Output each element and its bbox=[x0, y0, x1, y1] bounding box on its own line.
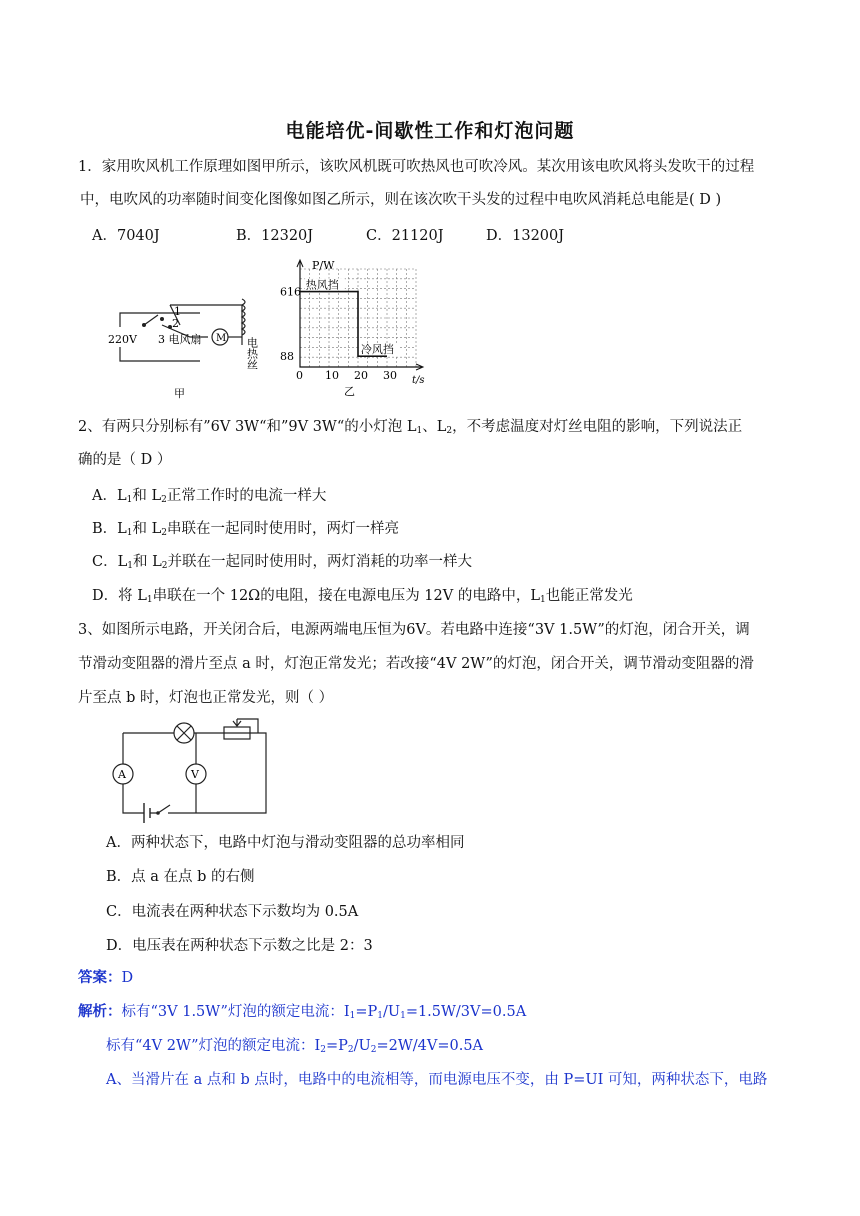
y-tick-label: 616 bbox=[280, 285, 301, 299]
annotation-cold-air: 冷风挡 bbox=[360, 343, 394, 357]
x-tick-label: 10 bbox=[325, 369, 339, 382]
motor-label: M bbox=[216, 333, 227, 344]
q1-text-line-1: 1．家用吹风机工作原理如图甲所示，该吹风机既可吹热风也可吹冷风。某次用该电吹风将头发吹干的过程 bbox=[78, 159, 755, 175]
switch-symbol bbox=[150, 805, 170, 813]
q3-text-line-3: 片至点 b 时，灯泡也正常发光，则（ ） bbox=[78, 690, 334, 706]
switch-blade bbox=[144, 315, 158, 325]
q1-option-c: C．21120J bbox=[366, 228, 444, 244]
page-title: 电能培优-间歇性工作和灯泡问题 bbox=[285, 120, 575, 142]
power-time-chart bbox=[280, 255, 430, 405]
x-tick-label: 0 bbox=[296, 369, 303, 382]
q2-text-line-1 bbox=[78, 417, 742, 441]
figure-yi-caption: 乙 bbox=[344, 385, 355, 398]
circuit-wire-bottom bbox=[120, 347, 200, 361]
heater-label: 电热丝 bbox=[245, 337, 259, 370]
circuit-wire-top bbox=[120, 313, 200, 327]
q1-option-a: A．7040J bbox=[92, 228, 160, 244]
q3-option-d: D．电压表在两种状态下示数之比是 2：3 bbox=[106, 938, 373, 954]
chart-x-axis-label: t/s bbox=[412, 375, 425, 386]
q3-circuit-figure bbox=[108, 715, 278, 825]
analysis-label: 解析： bbox=[78, 1004, 122, 1020]
analysis-text-1: 标有“3V 1.5W”灯泡的额定电流：$I_1=P_1/U_1=1.5W/3V=0.5A$ bbox=[121, 1004, 527, 1021]
contact-1-label: 1 bbox=[174, 305, 181, 318]
q3-option-c: C．电流表在两种状态下示数均为 0.5A bbox=[106, 904, 359, 920]
x-tick-label: 20 bbox=[354, 369, 368, 382]
contact-2-label: 2 bbox=[172, 317, 179, 330]
q2-option-c: C．$L_1$和 $L_2$并联在一起同时使用时，两灯消耗的功率一样大 bbox=[92, 554, 472, 571]
q3-text-line-1: 3、如图所示电路，开关闭合后，电源两端电压恒为6V。若电路中连接“3V 1.5W”的灯泡，闭合开关，调 bbox=[78, 622, 750, 638]
ammeter-label: A bbox=[118, 768, 126, 781]
answer-line bbox=[78, 968, 133, 988]
analysis-line-3: A、当滑片在 a 点和 b 点时，电路中的电流相等，而电源电压不变，由 P=UI 可知，两种状态下，电路 bbox=[106, 1072, 768, 1088]
battery-symbol bbox=[144, 803, 150, 823]
answer-label: 答案： bbox=[78, 970, 122, 986]
q2-option-a: A．$L_1$和 $L_2$正常工作时的电流一样大 bbox=[92, 488, 327, 505]
q3-option-a: A．两种状态下，电路中灯泡与滑动变阻器的总功率相同 bbox=[106, 835, 465, 851]
q2-line1-part: 2、有两只分别标有”6V 3W“和”9V 3W“的小灯泡 $L_1$、$L_2$，不考虑温度对灯丝电阻的影响，下列说法正 bbox=[78, 419, 743, 436]
q2-option-b: B．$L_1$和 $L_2$串联在一起同时使用时，两灯一样亮 bbox=[92, 521, 400, 538]
voltage-label: 220V bbox=[108, 333, 137, 346]
annotation-hot-air: 热风挡 bbox=[305, 278, 339, 292]
answer-value: D bbox=[121, 970, 134, 986]
q2-option-d: D．将 $L_1$串联在一个 12Ω的电阻，接在电源电压为 12V 的电路中，$L_1$也能正常发光 bbox=[92, 588, 633, 605]
analysis-line-2: 标有“4V 2W”灯泡的额定电流：$I_2=P_2/U_2=2W/4V=0.5A$ bbox=[106, 1038, 484, 1055]
figure-jia-caption: 甲 bbox=[174, 387, 185, 400]
q2-text-line-2: 确的是（ D ） bbox=[78, 452, 172, 468]
q1-option-d: D．13200J bbox=[486, 228, 565, 244]
x-tick-label: 30 bbox=[383, 369, 397, 382]
fan-label: 3 电风扇 bbox=[158, 333, 202, 346]
voltmeter-label: V bbox=[191, 768, 199, 781]
chart-y-axis-label: P/W bbox=[312, 259, 335, 272]
q3-option-b: B．点 a 在点 b 的右侧 bbox=[106, 869, 255, 885]
hair-dryer-circuit-figure bbox=[100, 285, 280, 405]
q1-text-line-2: 中，电吹风的功率随时间变化图像如图乙所示，则在该次吹干头发的过程中电吹风消耗总电能是( D ) bbox=[80, 192, 722, 208]
y-tick-label: 88 bbox=[280, 350, 294, 364]
heater-coil bbox=[242, 299, 245, 335]
analysis-line-1 bbox=[78, 1002, 526, 1026]
q3-text-line-2: 节滑动变阻器的滑片至点 a 时，灯泡正常发光；若改接“4V 2W”的灯泡，闭合开关，调节滑动变阻器的滑 bbox=[78, 656, 754, 672]
q1-option-b: B．12320J bbox=[236, 228, 314, 244]
